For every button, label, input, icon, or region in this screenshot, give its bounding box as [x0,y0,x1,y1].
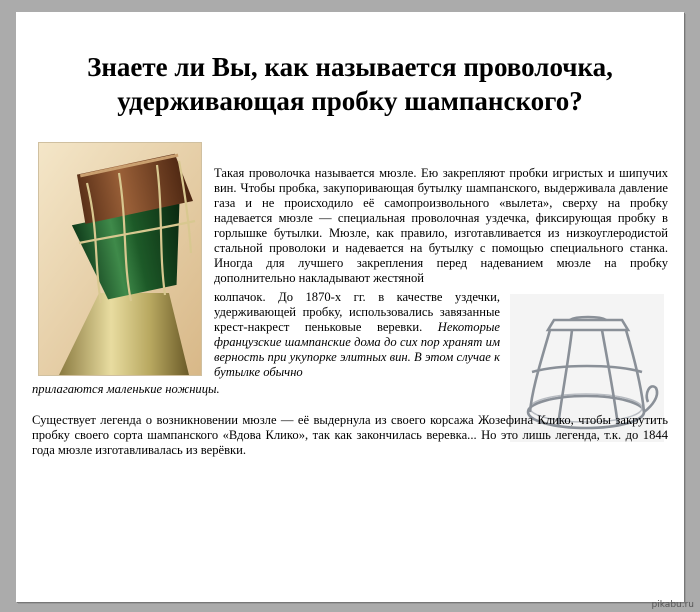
title-line-1: Знаете ли Вы, как называется проволочка, [87,52,613,82]
document-page [16,12,684,602]
paragraph-1-end: прилагаются маленькие ножницы. [32,382,220,396]
watermark: pikabu.ru [651,600,694,610]
paragraph-1-plain: колпачок. До 1870-х гг. в качестве уздечки, удерживающей пробку, использовались завязанные крест-накрест пеньковые веревки. [214,290,500,334]
paragraph-1-middle [214,290,500,380]
page-title [16,50,684,118]
title-line-2: удерживающая пробку шампанского? [117,86,583,116]
paragraph-2: Существует легенда о возникновении мюзле — её выдернула из своего корсажа Жозефина Клико, чтобы закрутить пробку своего сорта шампанского «Вдова Клико», так как закончилась веревка... Но это лишь легенда, т.к. до 1844 года мюзле изготавливалась из верёвки. [32,413,668,457]
paragraph-1-top: Такая проволочка называется мюзле. Ею закрепляют пробки игристых и шипучих вин. Чтобы пробка, закупоривающая бутылку шампанского, выдерживала давление газа и не происходило её самопроизвольного «вылета», сверху на пробку надевается мюзле — специальная проволочная уздечка, фиксирующая пробку в горлышке бутылки. Мюзле, как правило, изготавливается из низкоуглеродистой стальной проволоки и надевается на бутылку с помощью специального станка. Иногда для лучшего закрепления перед надеванием мюзле на пробку дополнительно накладывают жестяной [214,166,668,285]
paragraph-1-italic: Некоторые французские шампанские дома до сих пор хранят им верность при укупорке элитных вин. В этом случае к бутылке обычно [214,320,500,379]
champagne-bottle-photo [38,142,202,376]
